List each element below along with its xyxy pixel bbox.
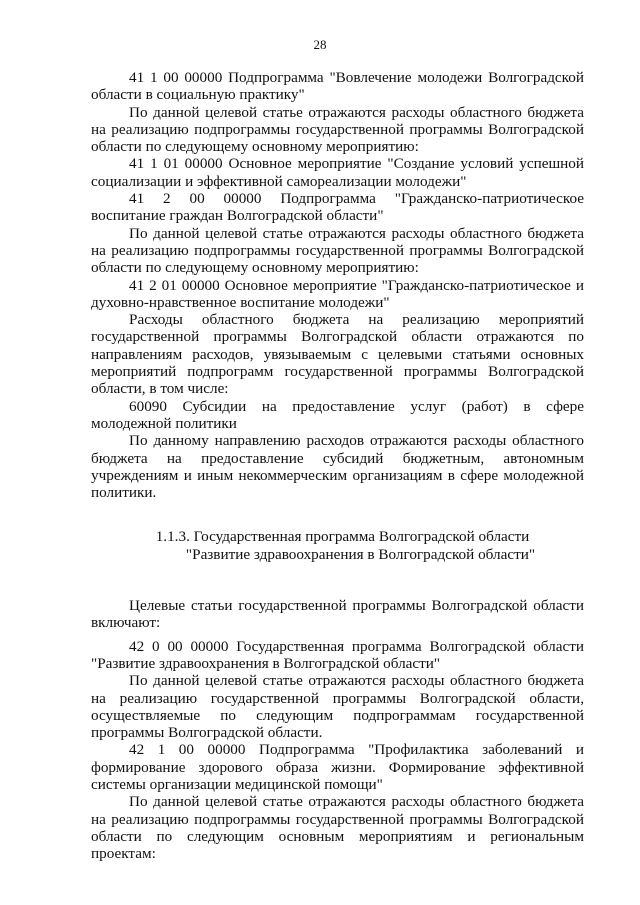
paragraph-target-articles: Целевые статьи государственной программы Волгоградской области включают: xyxy=(91,597,584,632)
paragraph-41-2-00: 41 2 00 00000 Подпрограмма "Гражданско-патриотическое воспитание граждан Волгоградской области" xyxy=(91,190,584,225)
paragraph-42-1-expenses: По данной целевой статье отражаются расходы областного бюджета на реализацию подпрограммы государственной программы Волгоградской области по следующим основным мероприятиям и региональным проектам: xyxy=(91,793,584,863)
paragraph-42-0-expenses: По данной целевой статье отражаются расходы областного бюджета на реализацию государственной программы Волгоградской области, осуществляемые по следующим подпрограммам государственной программы Волгоградской области. xyxy=(91,672,584,742)
paragraph-41-2-expenses: По данной целевой статье отражаются расходы областного бюджета на реализацию подпрограммы государственной программы Волгоградской области по следующему основному мероприятию: xyxy=(91,224,584,277)
paragraph-60090: 60090 Субсидии на предоставление услуг (работ) в сфере молодежной политики xyxy=(91,397,584,432)
paragraph-41-2-01: 41 2 01 00000 Основное мероприятие "Гражданско-патриотическое и духовно-нравственное воспитание молодежи" xyxy=(91,276,584,311)
paragraph-41-1-01: 41 1 01 00000 Основное мероприятие "Создание условий успешной социализации и эффективной самореализации молодежи" xyxy=(91,155,584,190)
section-heading-line-1: 1.1.3. Государственная программа Волгоградской области xyxy=(155,528,530,546)
paragraph-directions: Расходы областного бюджета на реализацию мероприятий государственной программы Волгоградской области отражаются по направлениям расходов, увязываемым с целевыми статьями основных мероприятий подпрограмм государственной программы Волгоградской области, в том числе: xyxy=(91,311,584,398)
section-heading-2 xyxy=(91,546,584,563)
section-heading-line-2: "Развитие здравоохранения в Волгоградской области" xyxy=(185,545,536,563)
section-heading xyxy=(91,528,584,545)
paragraph-42-0-00: 42 0 00 00000 Государственная программа Волгоградской области "Развитие здравоохранения в Волгоградской области" xyxy=(91,637,584,672)
paragraph-41-1-00: 41 1 00 00000 Подпрограмма "Вовлечение молодежи Волгоградской области в социальную практику" xyxy=(91,69,584,104)
page-number: 28 xyxy=(313,37,327,52)
paragraph-60090-expenses: По данному направлению расходов отражаются расходы областного бюджета на предоставление субсидий бюджетным, автономным учреждениям и иным некоммерческим организациям в сфере молодежной политики. xyxy=(91,432,584,502)
document-body xyxy=(91,69,584,862)
paragraph-41-1-expenses: По данной целевой статье отражаются расходы областного бюджета на реализацию подпрограммы государственной программы Волгоградской области по следующему основному мероприятию: xyxy=(91,103,584,156)
paragraph-42-1-00: 42 1 00 00000 Подпрограмма "Профилактика заболеваний и формирование здорового образа жизни. Формирование эффективной системы организации медицинской помощи" xyxy=(91,741,584,793)
